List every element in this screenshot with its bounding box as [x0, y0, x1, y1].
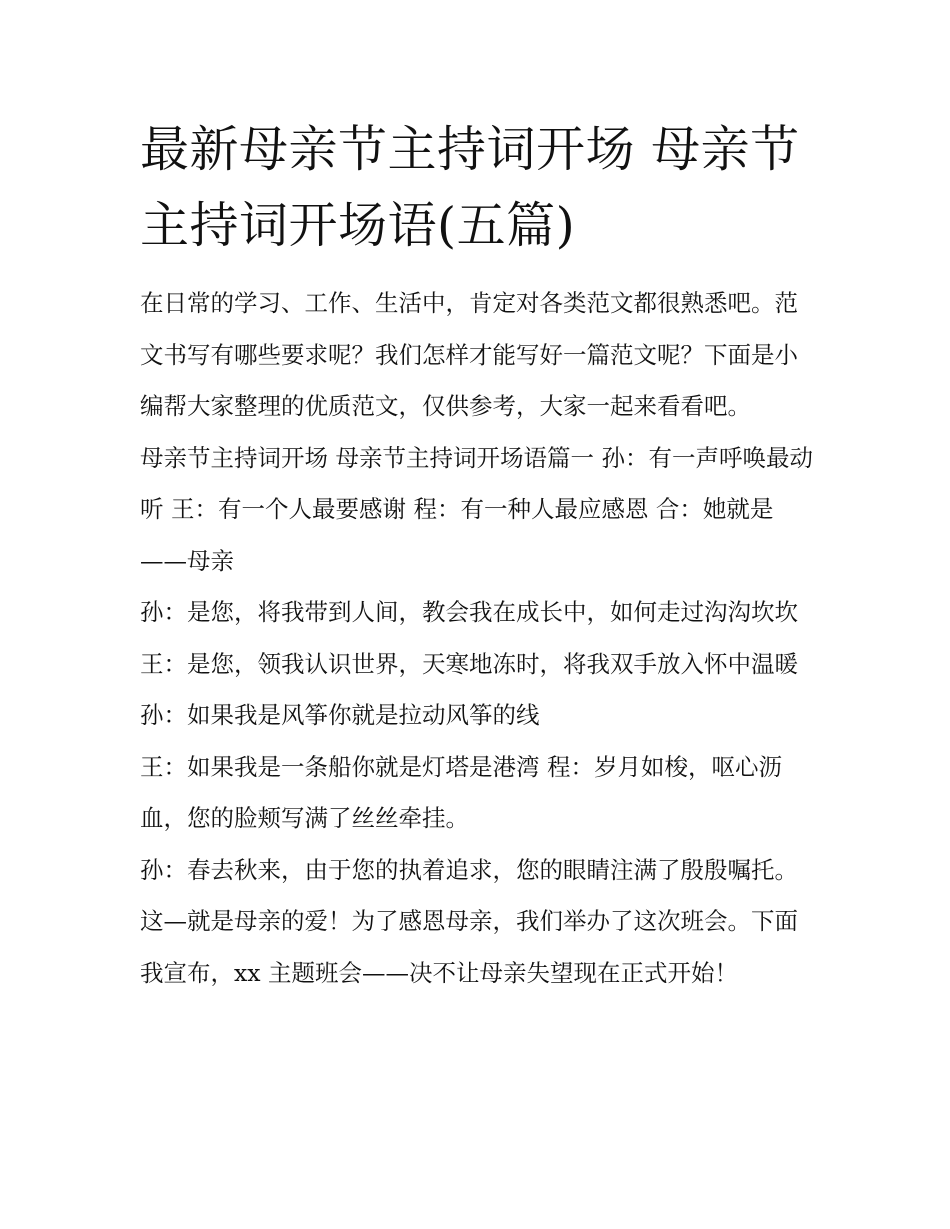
body-paragraph: 孙：春去秋来，由于您的执着追求，您的眼睛注满了殷殷嘱托。这—就是母亲的爱！为了感恩母亲，我们举办了这次班会。下面我宣布，xx 主题班会——决不让母亲失望现在正式开始！ — [140, 855, 798, 987]
body-paragraph: 孙：是您，将我带到人间，教会我在成长中，如何走过沟沟坎坎 王：是您，领我认识世界，天寒地冻时，将我双手放入怀中温暖 孙：如果我是风筝你就是拉动风筝的线 — [140, 598, 798, 729]
body-paragraph: 王：如果我是一条船你就是灯塔是港湾 程：岁月如梭，呕心沥血，您的脸颊写满了丝丝牵挂。 — [140, 752, 782, 832]
document-title: 最新母亲节主持词开场 母亲节主持词开场语(五篇) — [140, 121, 800, 254]
document-page — [140, 112, 815, 999]
body-paragraph: 母亲节主持词开场 母亲节主持词开场语篇一 孙：有一声呼唤最动听 王：有一个人最要感谢 程：有一种人最应感恩 合：她就是——母亲 — [140, 443, 813, 575]
intro-paragraph: 在日常的学习、工作、生活中，肯定对各类范文都很熟悉吧。范文书写有哪些要求呢？我们怎样才能写好一篇范文呢？下面是小编帮大家整理的优质范文，仅供参考，大家一起来看看吧。 — [140, 289, 798, 420]
